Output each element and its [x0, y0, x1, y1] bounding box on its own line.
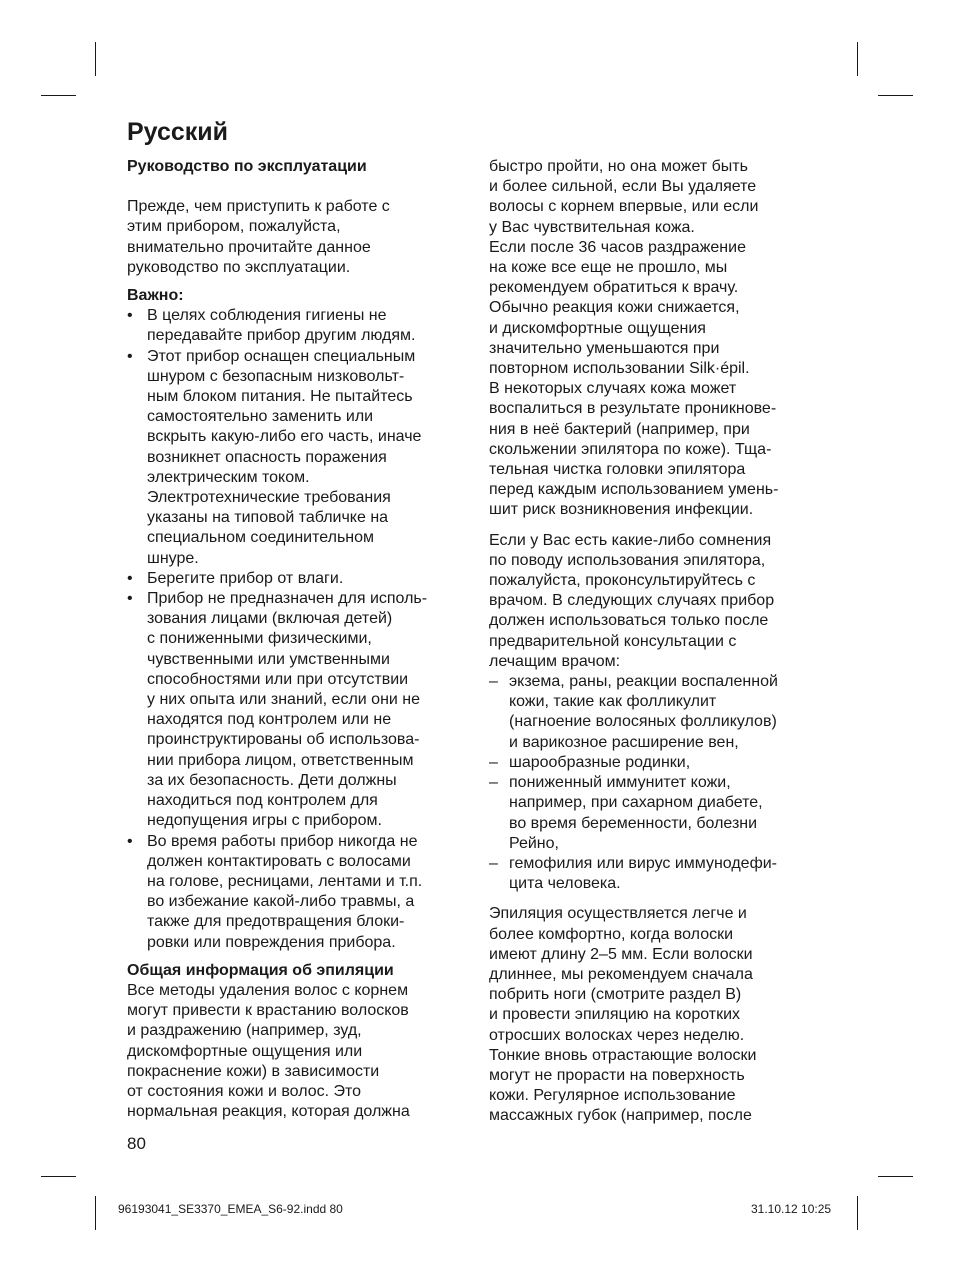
text-line: имеют длину 2–5 мм. Если волоски — [489, 945, 753, 963]
text-line: находиться под контролем для — [147, 792, 378, 810]
text-line: рекомендуем обратиться к врачу. — [489, 279, 739, 297]
list-item-text — [509, 773, 834, 854]
list-item — [127, 306, 467, 346]
list-item — [489, 753, 834, 773]
text-line: на голове, ресницами, лентами и т.п. — [147, 872, 423, 890]
text-line: также для предотвращения блоки- — [147, 913, 405, 931]
text-line: нии прибора лицом, ответственным — [147, 751, 414, 769]
text-line: от состояния кожи и волос. Это — [127, 1082, 362, 1100]
spacer — [127, 177, 467, 197]
text-line: длиннее, мы рекомендуем сначала — [489, 965, 753, 983]
text-line: врачом. В следующих случаях прибор — [489, 592, 775, 610]
text-line: способностями или при отсутствии — [147, 670, 409, 688]
text-line: воспалиться в результате проникнове- — [489, 400, 777, 418]
text-line: Берегите прибор от влаги. — [147, 569, 344, 587]
crop-mark-bottom-left-horizontal — [41, 1176, 76, 1177]
list-item-text — [147, 832, 467, 953]
spacer — [489, 521, 834, 531]
spacer — [127, 953, 467, 961]
text-line: передавайте прибор другим людям. — [147, 327, 416, 345]
list-marker: – — [489, 854, 498, 872]
text-line: кожи, такие как фолликулит — [509, 693, 717, 711]
crop-mark-bottom-right-horizontal — [878, 1176, 913, 1177]
left-column — [127, 157, 467, 1122]
text-line: шнуром с безопасным низковольт- — [147, 367, 405, 385]
text-line: гемофилия или вирус иммунодефи- — [509, 854, 778, 872]
text-line: руководство по эксплуатации. — [127, 258, 351, 276]
text-line: дискомфортные ощущения или — [127, 1042, 363, 1060]
list-item-text — [147, 589, 467, 831]
crop-mark-top-right-horizontal — [878, 95, 913, 96]
text-line: экзема, раны, реакции воспаленной — [509, 673, 778, 691]
text-line: должен контактировать с волосами — [147, 852, 411, 870]
text-line: нормальная реакция, которая должна — [127, 1103, 410, 1121]
text-line: шит риск возникновения инфекции. — [489, 501, 754, 519]
text-line: и провести эпиляцию на коротких — [489, 1006, 741, 1024]
page-number: 80 — [127, 1134, 146, 1153]
text-line: и варикозное расширение вен, — [509, 733, 739, 751]
text-line: пониженный иммунитет кожи, — [509, 774, 731, 792]
list-marker: • — [127, 590, 133, 608]
text-line: должен использоваться только после — [489, 612, 769, 630]
text-line: тельная чистка головки эпилятора — [489, 461, 746, 479]
text-line: и раздражению (например, зуд, — [127, 1022, 362, 1040]
text-line: В целях соблюдения гигиены не — [147, 307, 387, 325]
list-item-text — [509, 672, 834, 753]
text-line: электрическим током. — [147, 468, 310, 486]
text-line: ным блоком питания. Не пытайтесь — [147, 388, 413, 406]
text-line: побрить ноги (смотрите раздел B) — [489, 986, 742, 1004]
text-line: Прибор не предназначен для исполь- — [147, 590, 428, 608]
text-line: ния в неё бактерий (например, при — [489, 420, 750, 438]
right-column — [489, 157, 834, 1127]
text-line: Эпиляция осуществляется легче и — [489, 905, 747, 923]
text-line: вскрыть какую-либо его часть, иначе — [147, 428, 422, 446]
text-line: лечащим врачом: — [489, 652, 621, 670]
text-line: на коже все еще не прошло, мы — [489, 259, 728, 277]
text-line: этим прибором, пожалуйста, — [127, 218, 341, 236]
text-line: недопущения игры с прибором. — [147, 812, 382, 830]
text-line: чувственными или умственными — [147, 650, 390, 668]
text-line: быстро пройти, но она может быть — [489, 158, 748, 175]
list-item — [127, 589, 467, 831]
manual-heading: Руководство по эксплуатации — [127, 158, 367, 175]
crop-mark-top-left-horizontal — [41, 95, 76, 96]
consult-doctor-paragraph — [489, 531, 834, 672]
list-item — [489, 672, 834, 753]
list-marker: – — [489, 753, 498, 771]
text-line: Этот прибор оснащен специальным — [147, 347, 416, 365]
text-line: покраснение кожи) в зависимости — [127, 1062, 380, 1080]
text-line: ровки или повреждения прибора. — [147, 933, 396, 951]
text-line: по поводу использования эпилятора, — [489, 551, 766, 569]
text-line: за их безопасность. Дети должны — [147, 771, 397, 789]
list-marker: • — [127, 307, 133, 325]
crop-mark-top-left-vertical — [95, 42, 96, 76]
important-label: Важно: — [127, 287, 184, 305]
text-line: скольжении эпилятора по коже). Тща- — [489, 440, 772, 458]
footer-datetime: 31.10.12 10:25 — [751, 1202, 832, 1216]
crop-mark-bottom-right-vertical — [857, 1196, 858, 1230]
text-line: самостоятельно заменить или — [147, 408, 374, 426]
text-line: кожи. Регулярное использование — [489, 1087, 736, 1105]
list-item-text — [147, 347, 467, 569]
text-line: у них опыта или знаний, если они не — [147, 691, 421, 709]
text-line: шнуре. — [147, 549, 199, 567]
text-line: (нагноение волосяных фолликулов) — [509, 713, 777, 731]
text-line: указаны на типовой табличке на — [147, 509, 389, 527]
text-line: например, при сахарном диабете, — [509, 794, 763, 812]
text-line: В некоторых случаях кожа может — [489, 380, 737, 398]
text-line: Электротехнические требования — [147, 489, 391, 507]
text-line: могут не прорасти на поверхность — [489, 1066, 745, 1084]
important-bullet-list — [127, 306, 467, 953]
text-line: Прежде, чем приступить к работе с — [127, 198, 390, 216]
list-marker: • — [127, 347, 133, 365]
list-item-text — [147, 569, 467, 589]
text-line: специальном соединительном — [147, 529, 375, 547]
text-line: Если у Вас есть какие-либо сомнения — [489, 531, 772, 549]
text-line: возникнет опасность поражения — [147, 448, 387, 466]
text-line: Тонкие вновь отрастающие волоски — [489, 1046, 757, 1064]
crop-mark-top-right-vertical — [857, 42, 858, 76]
page-title: Русский — [127, 118, 229, 146]
list-marker: – — [489, 673, 498, 691]
text-line: могут привести к врастанию волосков — [127, 1002, 409, 1020]
spacer — [127, 278, 467, 286]
text-line: шарообразные родинки, — [509, 753, 691, 771]
list-item — [489, 773, 834, 854]
text-line: Во время работы прибор никогда не — [147, 832, 418, 850]
text-line: и дискомфортные ощущения — [489, 319, 706, 337]
text-line: значительно уменьшаются при — [489, 339, 720, 357]
text-line: массажных губок (например, после — [489, 1107, 752, 1125]
text-line: Обычно реакция кожи снижается, — [489, 299, 740, 317]
list-item-text — [509, 753, 834, 773]
conditions-dash-list — [489, 672, 834, 894]
list-item-text — [147, 306, 467, 346]
text-line: с пониженными физическими, — [147, 630, 372, 648]
text-line: во избежание какой-либо травмы, а — [147, 893, 415, 911]
text-line: повторном использовании Silk·épil. — [489, 360, 750, 378]
list-item — [127, 347, 467, 569]
text-line: находятся под контролем или не — [147, 711, 392, 729]
list-item-text — [509, 854, 834, 894]
list-item — [127, 569, 467, 589]
general-info-heading: Общая информация об эпиляции — [127, 961, 394, 979]
text-line: зования лицами (включая детей) — [147, 610, 393, 628]
text-line: и более сильной, если Вы удаляете — [489, 178, 757, 196]
text-line: более комфортно, когда волоски — [489, 925, 734, 943]
text-line: Рейно, — [509, 834, 559, 852]
text-line: проинструктированы об использова- — [147, 731, 420, 749]
text-line: отросших волосках через неделю. — [489, 1026, 745, 1044]
list-marker: – — [489, 774, 498, 792]
list-item — [489, 854, 834, 894]
text-line: у Вас чувствительная кожа. — [489, 218, 695, 236]
footer-file-info: 96193041_SE3370_EMEA_S6-92.indd 80 — [118, 1202, 343, 1216]
text-line: Если после 36 часов раздражение — [489, 238, 746, 256]
text-line: пожалуйста, проконсультируйтесь с — [489, 572, 756, 590]
list-marker: • — [127, 569, 133, 587]
text-line: Все методы удаления волос с корнем — [127, 981, 409, 999]
general-info-paragraph — [127, 981, 467, 1122]
list-item — [127, 832, 467, 953]
text-line: волосы с корнем впервые, или если — [489, 198, 759, 216]
text-line: внимательно прочитайте данное — [127, 238, 371, 256]
text-line: предварительной консультации с — [489, 632, 737, 650]
crop-mark-bottom-left-vertical — [95, 1196, 96, 1230]
spacer — [489, 894, 834, 904]
text-line: во время беременности, болезни — [509, 814, 758, 832]
skin-reaction-paragraph — [489, 157, 834, 521]
text-line: перед каждым использованием умень- — [489, 481, 779, 499]
list-marker: • — [127, 832, 133, 850]
text-line: цита человека. — [509, 875, 621, 893]
intro-paragraph — [127, 197, 467, 278]
hair-length-paragraph — [489, 904, 834, 1126]
